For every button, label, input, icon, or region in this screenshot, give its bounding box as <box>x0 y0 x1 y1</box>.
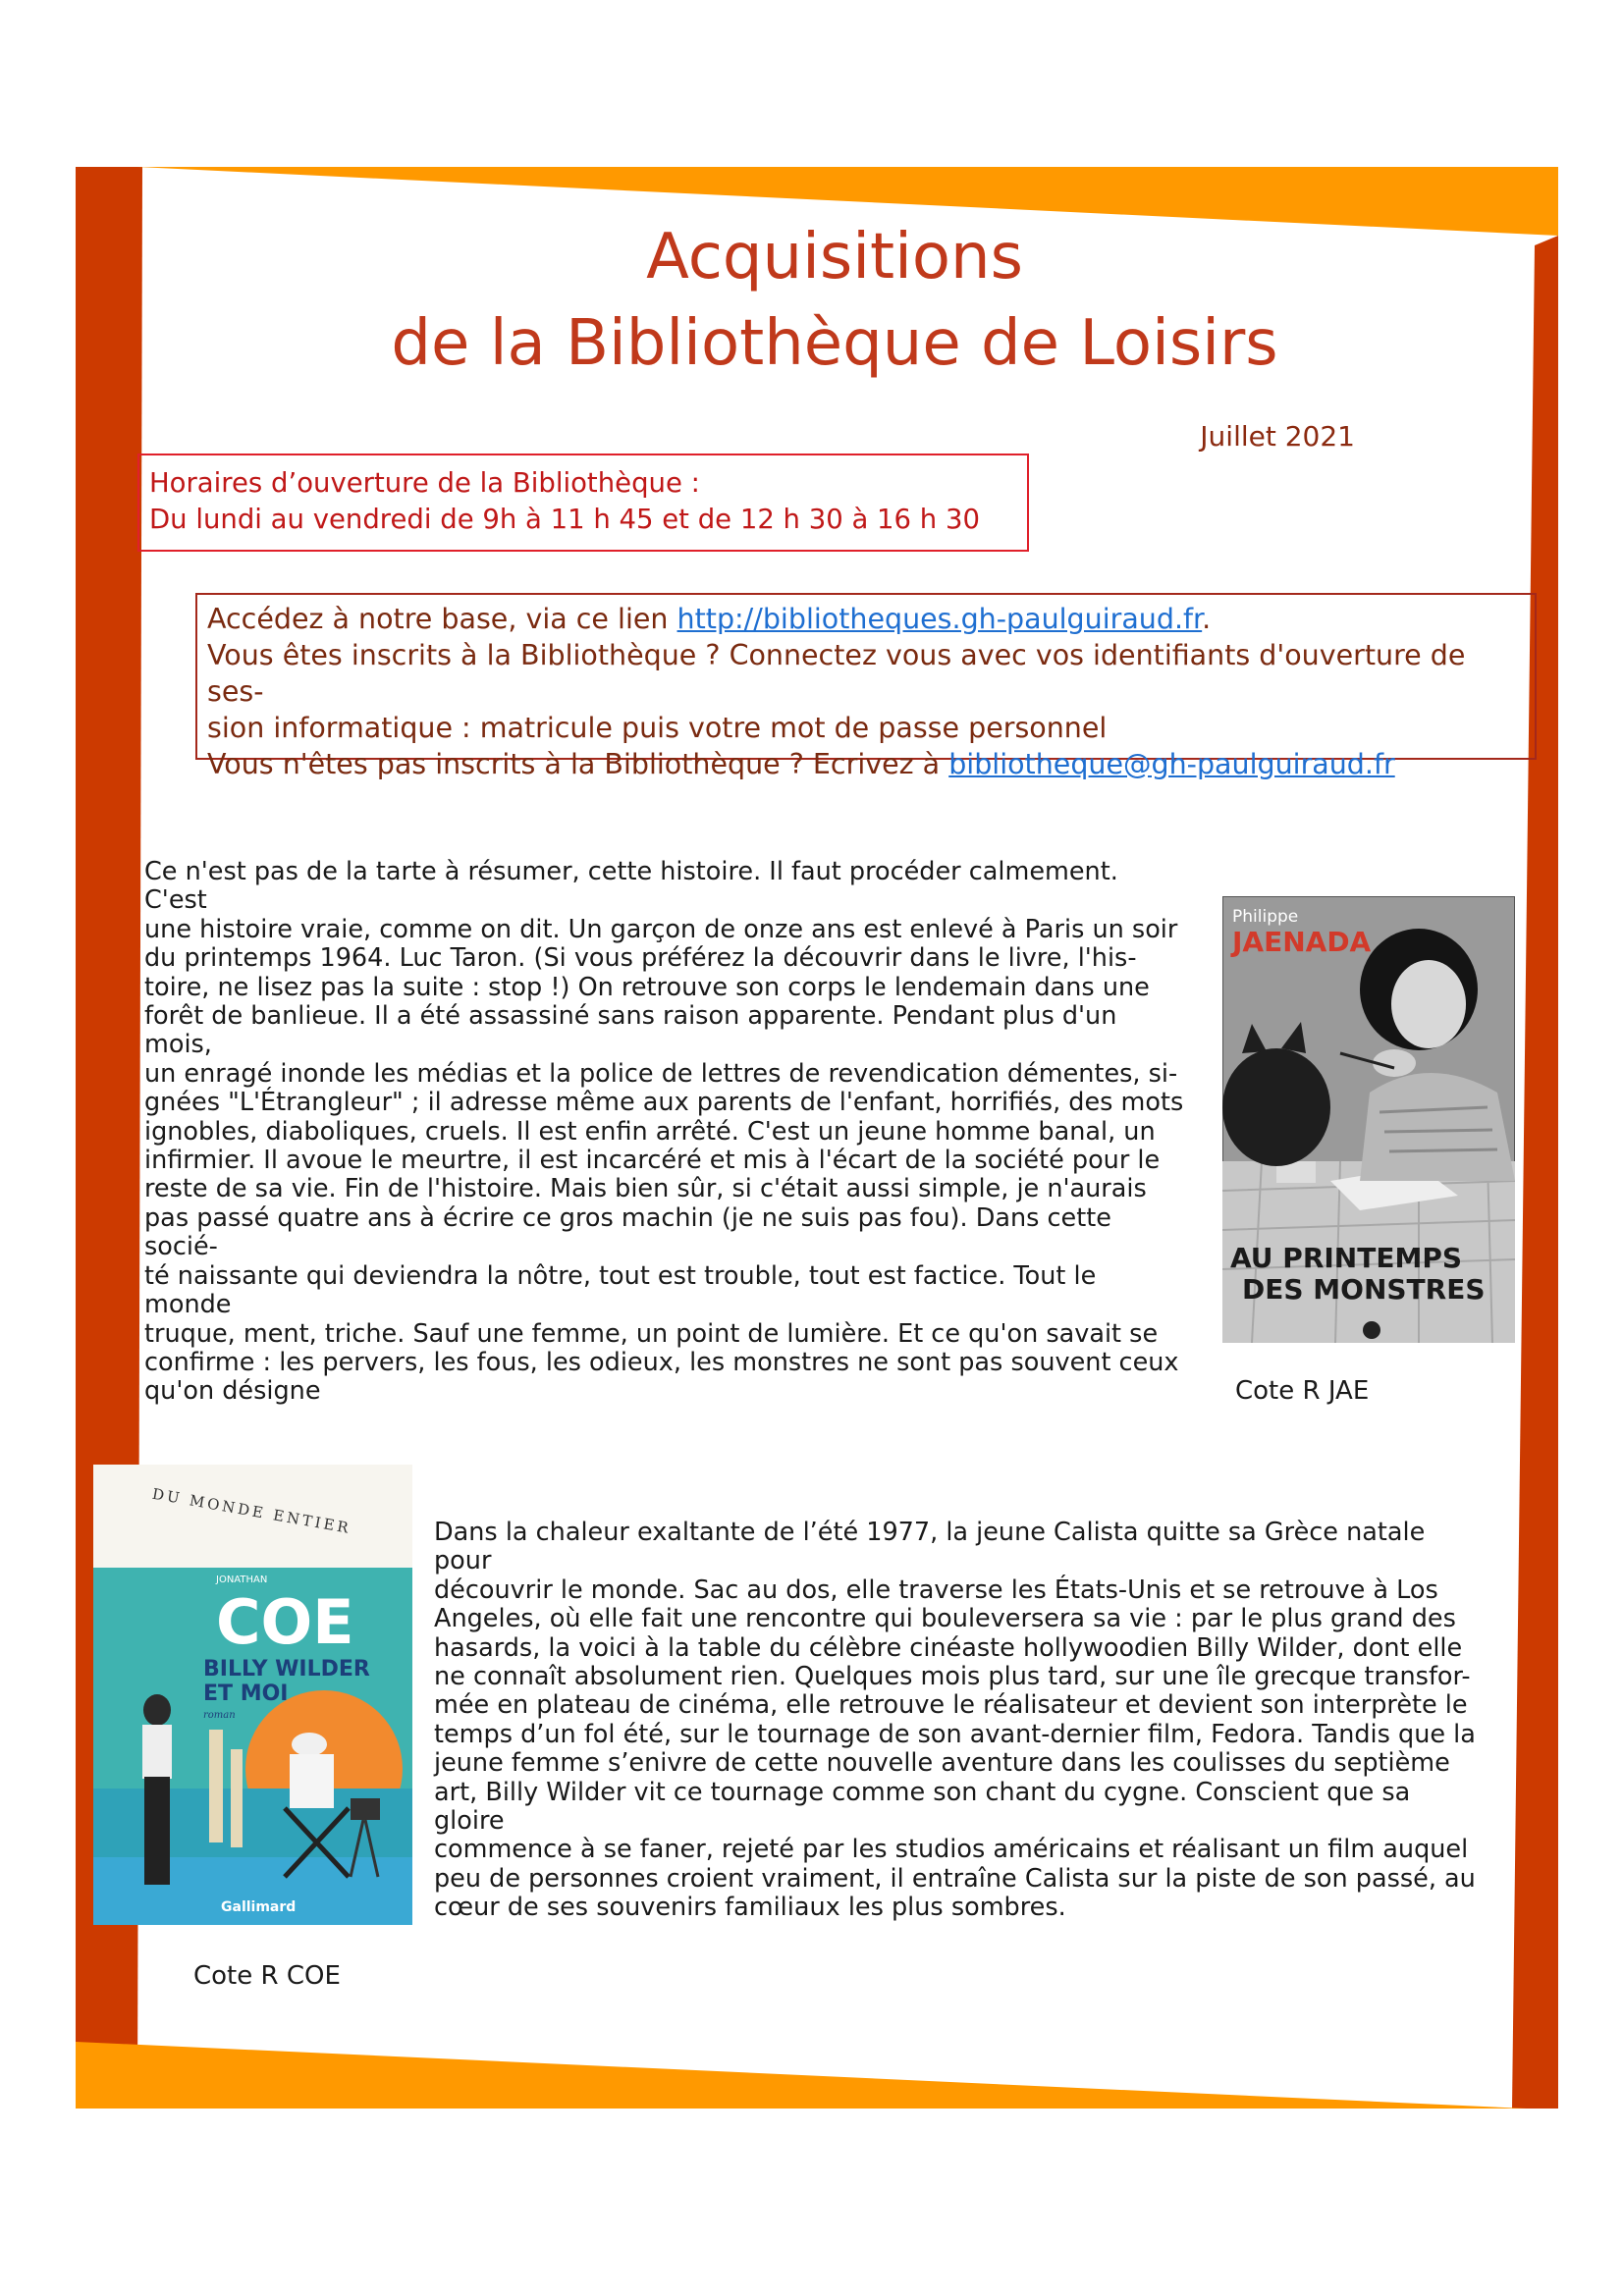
access-email-prefix: Vous n'êtes pas inscrits à la Bibliothèque ? Ecrivez à <box>207 748 949 780</box>
hours-heading: Horaires d’ouverture de la Bibliothèque : <box>149 467 700 499</box>
cover-camera <box>351 1798 380 1820</box>
book2-cover <box>93 1465 412 1925</box>
access-info-box <box>195 593 1537 780</box>
book1-call-number: Cote R JAE <box>1235 1376 1370 1406</box>
review-line: ne connaît absolument rien. Quelques mois plus tard, sur une île grecque transfor- <box>434 1662 1471 1692</box>
review-line: découvrir le monde. Sac au dos, elle traverse les États-Unis et se retrouve à Los <box>434 1575 1438 1605</box>
review-line: té naissante qui deviendra la nôtre, tout est trouble, tout est factice. Tout le monde <box>144 1260 1097 1320</box>
review-line: ignobles, diaboliques, cruels. Il est enfin arrêté. C'est un jeune homme banal, un <box>144 1116 1156 1147</box>
cover-publisher-logo <box>1363 1321 1380 1339</box>
cover-title-1: BILLY WILDER <box>203 1657 370 1682</box>
access-line-4 <box>207 746 1525 782</box>
review-line: hasards, la voici à la table du célèbre cinéaste hollywoodien Billy Wilder, dont elle <box>434 1632 1463 1663</box>
cover-woman-face <box>1391 960 1466 1048</box>
access-line-2: Vous êtes inscrits à la Bibliothèque ? Connectez vous avec vos identifiants d'ouverture de ses- <box>207 639 1466 708</box>
review-line: une histoire vraie, comme on dit. Un garçon de onze ans est enlevé à Paris un soir <box>144 914 1178 944</box>
cover-series: DU MONDE ENTIER <box>150 1484 352 1538</box>
cover-director <box>292 1733 327 1756</box>
cover-cat <box>1222 1048 1330 1166</box>
review-line: confirme : les pervers, les fous, les odieux, les monstres ne sont pas souvent ceux <box>144 1347 1179 1377</box>
review-line: mée en plateau de cinéma, elle retrouve le réalisateur et devient son interprète le <box>434 1690 1468 1721</box>
review-line: art, Billy Wilder vit ce tournage comme son chant du cygne. Conscient que sa gloire <box>434 1777 1411 1837</box>
cover-author-first: JONATHAN <box>216 1575 268 1585</box>
cover-author-first: Philippe <box>1232 907 1299 927</box>
access-line-1 <box>207 601 1525 637</box>
title-line-1: Acquisitions <box>646 221 1023 294</box>
book2-call-number: Cote R COE <box>193 1961 341 1991</box>
cover-woman <box>143 1694 171 1726</box>
review-line: forêt de banlieue. Il a été assassiné sans raison apparente. Pendant plus d'un mois, <box>144 1001 1117 1060</box>
cover-publisher: Gallimard <box>221 1899 297 1915</box>
title-line-2: de la Bibliothèque de Loisirs <box>391 307 1278 380</box>
review-line: temps d’un fol été, sur le tournage de son avant-dernier film, Fedora. Tandis que la <box>434 1719 1476 1749</box>
review-line: infirmier. Il avoue le meurtre, il est incarcéré et mis à l'écart de la société pour le <box>144 1146 1161 1176</box>
access-prefix: Accédez à notre base, via ce lien <box>207 603 677 635</box>
access-suffix: . <box>1202 603 1212 635</box>
book1-cover <box>1222 896 1515 1343</box>
review-line: du printemps 1964. Luc Taron. (Si vous préférez la découvrir dans le livre, l'his- <box>144 943 1137 974</box>
review-line: commence à se faner, rejeté par les studios américains et réalisant un film auquel <box>434 1835 1469 1865</box>
issue-date: Juillet 2021 <box>1200 420 1355 453</box>
opening-hours-box <box>137 454 1029 552</box>
review-line: cœur de ses souvenirs familiaux les plus sombres. <box>434 1893 1066 1923</box>
email-link[interactable]: bibliotheque@gh-paulguiraud.fr <box>948 748 1395 780</box>
frame-bottom-wedge <box>76 2042 1527 2109</box>
review-line: jeune femme s’enivre de cette nouvelle aventure dans les coulisses du septième <box>434 1748 1450 1779</box>
review-line: reste de sa vie. Fin de l'histoire. Mais bien sûr, si c'était aussi simple, je n'aurais <box>144 1174 1147 1204</box>
review-line: toire, ne lisez pas la suite : stop !) On retrouve son corps le lendemain dans une <box>144 972 1150 1002</box>
review-line: truque, ment, triche. Sauf une femme, un point de lumière. Et ce qu'on savait se <box>144 1318 1159 1349</box>
cover-author-last: COE <box>216 1586 354 1658</box>
hours-schedule: Du lundi au vendredi de 9h à 11 h 45 et de 12 h 30 à 16 h 30 <box>149 504 980 535</box>
page-title <box>137 214 1532 387</box>
catalog-link[interactable]: http://bibliotheques.gh-paulguiraud.fr <box>676 603 1203 635</box>
access-line-3: sion informatique : matricule puis votre mot de passe personnel <box>207 712 1108 744</box>
review-line: un enragé inonde les médias et la police de lettres de revendication démentes, si- <box>144 1058 1178 1089</box>
review-line: gnées "L'Étrangleur" ; il adresse même aux parents de l'enfant, horrifiés, des mots <box>144 1088 1184 1118</box>
cover-title-2: ET MOI <box>203 1682 289 1706</box>
cover-title-2: DES MONSTRES <box>1242 1273 1486 1306</box>
review-line: Dans la chaleur exaltante de l’été 1977, la jeune Calista quitte sa Grèce natale pour <box>434 1518 1426 1576</box>
review-line: peu de personnes croient vraiment, il entraîne Calista sur la piste de son passé, au <box>434 1863 1476 1894</box>
cover-column <box>209 1730 223 1842</box>
cover-genre: roman <box>203 1710 236 1721</box>
book1-review <box>144 858 1185 1407</box>
review-line: pas passé quatre ans à écrire ce gros machin (je ne suis pas fou). Dans cette socié- <box>144 1202 1111 1262</box>
frame-right-wedge <box>1512 236 1558 2109</box>
book2-review <box>434 1519 1485 1923</box>
review-line: qu'on désigne <box>144 1376 321 1407</box>
review-line: Angeles, où elle fait une rencontre qui bouleversera sa vie : par le plus grand des <box>434 1604 1456 1634</box>
cover-author-last: JAENADA <box>1232 926 1372 958</box>
review-line: Ce n'est pas de la tarte à résumer, cette histoire. Il faut procéder calmement. C'est <box>144 857 1118 916</box>
cover-title-1: AU PRINTEMPS <box>1230 1242 1463 1274</box>
